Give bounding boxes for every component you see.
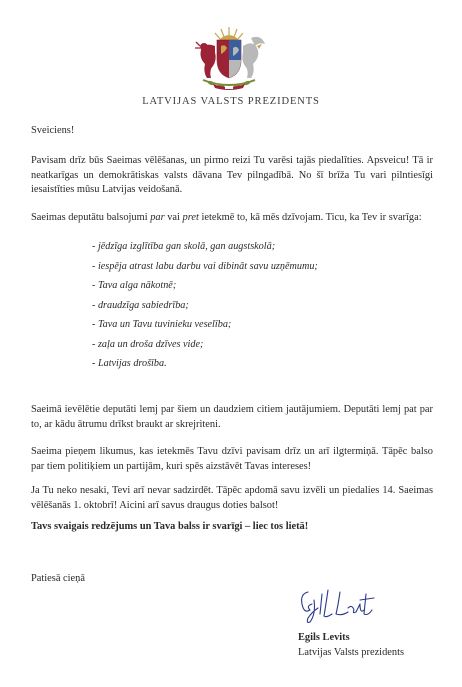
coat-of-arms-icon	[191, 24, 267, 90]
priorities-list	[92, 240, 318, 377]
list-item: - jēdzīga izglītība gan skolā, gan augstskolā;	[92, 241, 276, 252]
paragraph-3: Saeimā ievēlētie deputāti lemj par šiem un daudziem citiem jautājumiem. Deputāti lemj pat par to, ar kādu ātrumu drīkst braukt ar skrejriteni.	[31, 404, 433, 430]
paragraph-2-emphasis-par: par	[150, 212, 165, 223]
signature-image	[296, 584, 380, 626]
paragraph-5: Ja Tu neko nesaki, Tevi arī nevar sadzirdēt. Tāpēc apdomā savu izvēli un piedalies 14. Saeimas vēlēšanās 1. oktobrī! Aicini arī savus draugus doties balsot!	[31, 485, 433, 511]
signatory-title: Latvijas Valsts prezidents	[298, 647, 405, 658]
list-item: - draudzīga sabiedrība;	[92, 299, 189, 311]
list-item: - Tava alga nākotnē;	[92, 280, 177, 291]
list-item: - zaļa un droša dzīves vide;	[92, 338, 204, 350]
paragraph-2-mid: vai	[164, 212, 183, 223]
paragraph-2-suffix: ietekmē to, kā mēs dzīvojam. Ticu, ka Tev ir svarīga:	[198, 212, 422, 223]
list-item: - Tava un Tavu tuvinieku veselība;	[92, 319, 232, 330]
list-item: - Latvijas drošība.	[92, 358, 167, 369]
signatory-name: Egils Levits	[298, 632, 350, 643]
institution-title: LATVIJAS VALSTS PREZIDENTS	[142, 96, 320, 107]
list-item: - iespēja atrast labu darbu vai dibināt savu uzņēmumu;	[92, 260, 318, 272]
regards: Patiesā cieņā	[31, 573, 85, 584]
paragraph-2-prefix: Saeimas deputātu balsojumi	[31, 212, 151, 223]
paragraph-1: Pavisam drīz būs Saeimas vēlēšanas, un pirmo reizi Tu varēsi tajās piedalīties. Apsveicu! Tā ir neatkarīgas un demokrātiskas valsts dāvana Tev pilngadībā. No šī brīža Tu vari pilntiesīgi iesaistīties mūsu Latvijas veidošanā.	[31, 155, 433, 196]
paragraph-2	[31, 211, 433, 226]
paragraph-4: Saeima pieņem likumus, kas ietekmēs Tavu dzīvi pavisam drīz un arī ilgtermiņā. Tāpēc balso par tiem politiķiem un partijām, kuri spēs aizstāvēt Tavas intereses!	[31, 446, 433, 472]
greeting: Sveiciens!	[31, 125, 75, 136]
paragraph-2-emphasis-pret: pret	[182, 212, 199, 223]
closing-statement: Tavs svaigais redzējums un Tava balss ir svarīgi – liec tos lietā!	[31, 521, 309, 532]
